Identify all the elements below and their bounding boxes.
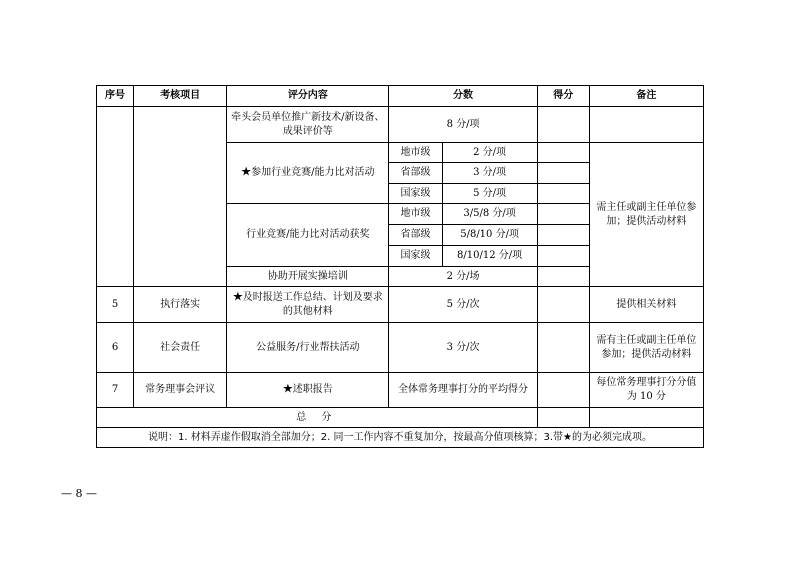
score-cell: 3 分/项 — [442, 163, 537, 184]
got-cell — [537, 163, 589, 184]
level-cell: 省部级 — [389, 163, 442, 184]
got-cell — [537, 107, 589, 143]
table-row — [97, 107, 704, 143]
table-row — [97, 373, 704, 408]
header-score: 分数 — [389, 86, 537, 107]
page-number: — 8 — — [61, 487, 97, 500]
header-remark: 备注 — [589, 86, 703, 107]
content-cell: 行业竞赛/能力比对活动获奖 — [227, 204, 389, 267]
level-cell: 省部级 — [389, 225, 442, 246]
score-cell: 8 分/项 — [389, 107, 537, 143]
content-cell: 协助开展实操培训 — [227, 267, 389, 287]
header-content: 评分内容 — [227, 86, 389, 107]
got-cell — [537, 323, 589, 373]
level-cell: 国家级 — [389, 184, 442, 204]
header-seq: 序号 — [97, 86, 134, 107]
header-row — [97, 86, 704, 107]
score-cell: 3/5/8 分/项 — [442, 204, 537, 225]
remark-cell — [589, 107, 703, 143]
item-cell: 执行落实 — [134, 287, 227, 323]
got-cell — [537, 225, 589, 246]
score-cell: 3 分/次 — [389, 323, 537, 373]
remark-cell: 需有主任或副主任单位参加；提供活动材料 — [589, 323, 703, 373]
level-cell: 国家级 — [389, 246, 442, 267]
level-cell: 地市级 — [389, 204, 442, 225]
level-cell: 地市级 — [389, 143, 442, 163]
score-cell: 2 分/项 — [442, 143, 537, 163]
remark-cell: 需主任或副主任单位参加；提供活动材料 — [589, 143, 703, 287]
score-cell: 5/8/10 分/项 — [442, 225, 537, 246]
table-row — [97, 323, 704, 373]
content-cell: 公益服务/行业帮扶活动 — [227, 323, 389, 373]
score-cell: 8/10/12 分/项 — [442, 246, 537, 267]
item-cell: 社会责任 — [134, 323, 227, 373]
total-got-cell — [537, 408, 589, 428]
got-cell — [537, 184, 589, 204]
notes-text: 说明：1. 材料弄虚作假取消全部加分；2. 同一工作内容不重复加分，按最高分值项核算；3.带★的为必须完成项。 — [97, 428, 704, 448]
score-cell: 2 分/场 — [389, 267, 537, 287]
score-cell: 5 分/项 — [442, 184, 537, 204]
content-cell: ★述职报告 — [227, 373, 389, 408]
header-item: 考核项目 — [134, 86, 227, 107]
seq-cell: 5 — [97, 287, 134, 323]
header-got: 得分 — [537, 86, 589, 107]
seq-cell: 6 — [97, 323, 134, 373]
got-cell — [537, 267, 589, 287]
score-cell: 5 分/次 — [389, 287, 537, 323]
score-cell: 全体常务理事打分的平均得分 — [389, 373, 537, 408]
content-cell: ★参加行业竞赛/能力比对活动 — [227, 143, 389, 204]
got-cell — [537, 246, 589, 267]
got-cell — [537, 204, 589, 225]
notes-row — [97, 428, 704, 448]
remark-cell: 每位常务理事打分分值为 10 分 — [589, 373, 703, 408]
scoring-table — [96, 85, 704, 448]
total-row — [97, 408, 704, 428]
got-cell — [537, 373, 589, 408]
seq-cell — [97, 107, 134, 287]
remark-cell: 提供相关材料 — [589, 287, 703, 323]
item-cell — [134, 107, 227, 287]
content-cell: 牵头会员单位推广新技术/新设备、成果评价等 — [227, 107, 389, 143]
table-row — [97, 287, 704, 323]
total-label: 总 分 — [97, 408, 538, 428]
got-cell — [537, 143, 589, 163]
total-remark-cell — [589, 408, 703, 428]
content-cell: ★及时报送工作总结、计划及要求的其他材料 — [227, 287, 389, 323]
got-cell — [537, 287, 589, 323]
item-cell: 常务理事会评议 — [134, 373, 227, 408]
seq-cell: 7 — [97, 373, 134, 408]
